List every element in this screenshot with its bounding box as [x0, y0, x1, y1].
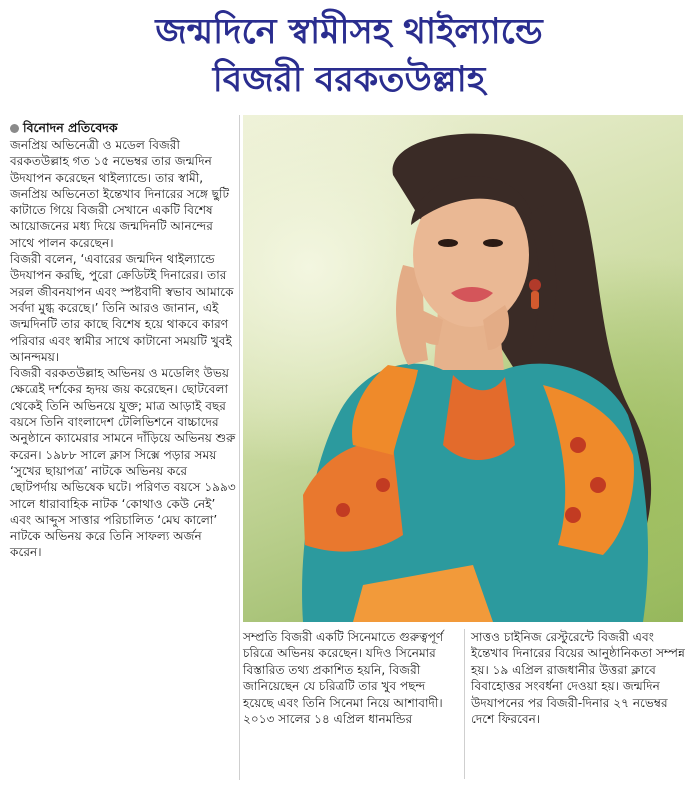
article-column-left [10, 137, 236, 561]
bullet-icon [10, 124, 19, 133]
article-paragraph: বিজরী বলেন, ‘এবারের জন্মদিন থাইল্যান্ডে উদযাপন করছি, পুরো ক্রেডিটই দিনারের। তার সরল জীবনযাপন এবং স্পষ্টবাদী স্বভাব আমাকে সর্বদা মুগ্ধ করেছে।’ তিনি আরও জানান, এই জন্মদিনটি তার কাছে বিশেষ হয়ে থাকবে কারণ পরিবার এবং স্বামীর সাথে কাটানো সময়টি খুবই আনন্দময়। [10, 252, 234, 364]
article-paragraph: বিজরী বরকতউল্লাহ অভিনয় ও মডেলিং উভয় ক্ষেত্রেই দর্শকের হৃদয় জয় করেছেন। ছোটবেলা থেকেই তিনি অভিনয়ে যুক্ত; মাত্র আড়াই বছর বয়সে তিনি বাংলাদেশ টেলিভিশনে বাচ্চাদের অনুষ্ঠানে ক্যামেরার সামনে দাঁড়িয়ে অভিনয় শুরু করেন। ১৯৮৮ সালে ক্লাস সিক্সে পড়ার সময় ‘সুখের ছায়াপত্র’ নাটকে অভিনয় করে ছোটপর্দায় অভিষেক ঘটে। পরিণত বয়সে ১৯৯৩ সালে ধারাবাহিক নাটক ‘কোথাও কেউ নেই’ এবং আব্দুস সাত্তার পরিচালিত ‘মেঘ কালো’ নাটকে অভিনয় করে তিনি সাফল্য অর্জন করেন। [10, 366, 236, 560]
portrait-photo [243, 115, 683, 622]
column-divider [239, 115, 240, 780]
byline-text: বিনোদন প্রতিবেদক [23, 120, 118, 135]
article-paragraph: সম্প্রতি বিজরী একটি সিনেমাতে গুরুত্বপূর্ণ চরিত্রে অভিনয় করেছেন। যদিও সিনেমার বিস্তারিত তথ্য প্রকাশিত হয়নি, বিজরী জানিয়েছেন যে চরিত্রটি তার খুব পছন্দ হয়েছে এবং তিনি সিনেমা নিয়ে আশাবাদী। ২০১৩ সালের ১৪ এপ্রিল ধানমন্ডির [243, 630, 444, 727]
column-divider [464, 629, 465, 779]
article-column-bottom-2 [471, 629, 687, 727]
headline-line-2: বিজরী বরকতউল্লাহ [212, 60, 486, 100]
headline-line-1: জন্মদিনে স্বামীসহ থাইল্যান্ডে [155, 12, 543, 52]
headline [0, 8, 698, 104]
article-paragraph: জনপ্রিয় অভিনেত্রী ও মডেল বিজরী বরকতউল্লাহ গত ১৫ নভেম্বর তার জন্মদিন উদযাপন করেছেন থাইল্যান্ডে। তার স্বামী, জনপ্রিয় অভিনেতা ইন্তেখাব দিনারের সঙ্গে ছুটি কাটাতে গিয়ে বিজরী সেখানে একটি বিশেষ আয়োজনের মধ্য দিয়ে জন্মদিনটি আনন্দের সাথে পালন করেছেন। [10, 138, 230, 250]
article-paragraph: সাত্তও চাইনিজ রেস্টুরেন্টে বিজরী এবং ইন্তেখাব দিনারের বিয়ের আনুষ্ঠানিকতা সম্পন্ন হয়। ১৯ এপ্রিল রাজধানীর উত্তরা ক্লাবে বিবাহোত্তর সংবর্ধনা দেওয়া হয়। জন্মদিন উদযাপনের পর বিজরী-দিনার ২৭ নভেম্বর দেশে ফিরবেন। [471, 630, 685, 727]
article-column-bottom-1 [243, 629, 459, 727]
